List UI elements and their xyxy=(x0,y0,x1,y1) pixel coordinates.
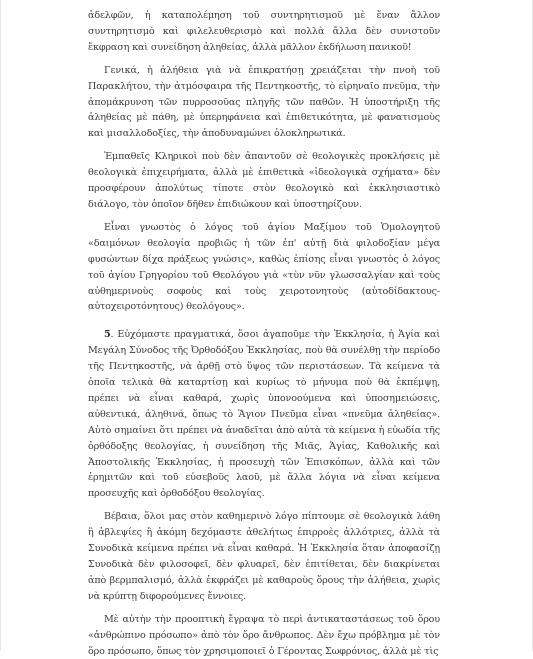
paragraph-5-text: . Εὐχόμαστε πραγματικά, ὅσοι ἀγαποῦμε τὴν Ἐκκλησία, ἡ Ἁγία καὶ Μεγάλη Σύνοδος τῆς Ὀρθοδόξου Ἐκκλησίας, ποὺ θὰ συνέλθῃ τὴν περίοδο τῆς Πεντηκοστῆς, νὰ ἀρθῇ στὸ ὕψος τῶν περιστάσεων. Τὰ κείμενα τὰ ὁποῖα τελικὰ θὰ καταρτίσῃ καὶ κυρίως τὸ μήνυμα ποὺ θὰ ἐκπέμψῃ, πρέπει νὰ εἶναι καθαρά, χωρὶς ὑπονοούμενα καὶ ὑποσημειώσεις, αὐθεντικά, ἀληθινά, ὅπως τὸ Ἅγιον Πνεῦμα εἶναι «πνεῦμα ἀληθείας». Αὐτὸ σημαίνει ὅτι πρέπει νὰ ἀναδεῖται ἀπὸ αὐτὰ τὰ κείμενα ἡ εὐωδία τῆς ὀρθόδοξης θεολογίας, ἡ συνείδηση τῆς Μιᾶς, Ἁγίας, Καθολικῆς καὶ Ἀποστολικῆς Ἐκκλησίας, ἡ προσευχὴ τῶν Ἐπισκόπων, ἀλλὰ καὶ τῶν ἐρημιτῶν καὶ τοῦ εὐσεβοῦς λαοῦ, μὲ ἄλλα λόγια νὰ εἶναι κείμενα προσευχῆς καὶ ὀρθοδόξου θεολογίας. xyxy=(88,329,440,500)
section-gap xyxy=(88,315,440,327)
document-body xyxy=(88,8,440,659)
paragraph-2: Γενικά, ἡ ἀλήθεια γιὰ νὰ ἐπικρατήσῃ χρειάζεται τὴν πνοὴ τοῦ Παρακλήτου, τὴν ἀτμόσφαιρα τῆς Πεντηκοστῆς, τὸ εἰρηναῖο πνεῦμα, τὴν ἀπομάκρυνση τῶν πυρροσοῦας πληγῆς τῶν παθῶν. Ἡ ὑποστήριξη τῆς ἀληθείας μὲ πάθη, μὲ ὑπερηφάνεια καὶ ἐπιθετικότητα, μὲ φανατισμοὺς καὶ μισαλλοδοξίες, τὴν ἀποδυναμώνει ὁλοκληρωτικά. xyxy=(88,64,440,140)
paragraph-6: Βέβαια, ὅλοι μας στὸν καθημερινὸ λόγο πίπτουμε σὲ θεολογικὰ λάθη ἢ ἀβλεψίες ἢ ἀκόμη δεχόμαστε ἀθελήτως ἐπιρροὲς ἀλλότριες, ἀλλὰ τὰ Συνοδικὰ κείμενα πρέπει νὰ εἶναι καθαρά. Ἡ Ἐκκλησία ὅταν ἀποφασίζῃ Συνοδικὰ δὲν φιλοσοφεῖ, δὲν φλυαρεῖ, δὲν ἐπιτίθεται, δὲν διακρίνεται ἀπὸ βερμπαλισμό, ἀλλὰ ἐκφράζει μὲ καθαροὺς ὅρους τὴν ἀλήθεια, χωρὶς νὰ κρύπτῃ διφορούμενες ἔννοιες. xyxy=(88,511,440,602)
paragraph-gap xyxy=(88,142,440,149)
paragraph-gap xyxy=(88,605,440,612)
paragraph-gap xyxy=(88,502,440,509)
paragraph-4: Εἶναι γνωστὸς ὁ λόγος τοῦ ἁγίου Μαξίμου τοῦ Ὁμολογητοῦ «δαιμόνων θεολογία προβιῶς ἡ τῶν ἐπ' αὐτῇ διὰ φιλοδοξίαν μέγα φυσώντων δίχα πράξεως γνώσις», καθὼς ἐπίσης εἶναι γνωστὸς ὁ λόγος τοῦ ἁγίου Γρηγορίου τοῦ Θεολόγου γιὰ «τὺν νῦν γλωσσαλγίαν καὶ τοὺς αὐθημερινοὺς σοφοὺς καὶ τοὺς χειροτονητοὺς (αὐτοδίδακτους-αὐτοχειροτόνητους) θεολόγους». xyxy=(88,221,440,313)
paragraph-1: ἀδελφῶν, ἡ καταπολέμηση τοῦ συντηρητισμοῦ μὲ ἕναν ἄλλον συντηρητισμὸ καὶ φιλελευθερισμὸ καὶ πολλὰ ἄλλα δὲν συνιστοῦν ἔκφραση καὶ συνείδηση ἀληθείας, ἀλλὰ μᾶλλον ἐκδήλωση πανικοῦ! xyxy=(88,10,440,53)
section-number: 5 xyxy=(104,329,111,341)
paragraph-3: Ἐμπαθεῖς Κληρικοὶ ποὺ δὲν ἀπαντοῦν σὲ θεολογικὲς προκλήσεις μὲ θεολογικὰ ἐπιχειρήματα, ἀλλὰ μὲ ἐπιθετικὰ «ἰδεολογικὰ σχήματα» δὲν προσφέρουν ἀπολύτως τίποτε στὸν θεολογικὸ καὶ ἐκκλησιαστικὸ διάλογο, τὸν ὁποῖον δῆθεν ἐπιδιώκουν καὶ ὑποστηρίζουν. xyxy=(88,151,440,210)
paragraph-7: Μὲ αὐτὴν τὴν προοπτικὴ ἔγραψα τὸ περὶ ἀντικαταστάσεως τοῦ ὅρου «ἀνθρώπινο πρόσωπο» ἀπὸ τὸν ὅρο ἄνθρωπος. Δὲν ἔχω πρόβλημα μὲ τὸν ὅρο πρόσωπο, ὅπως τὸν χρησιμοποιεῖ ὁ Γέροντας Σωφρόνιος, ἀλλὰ μὲ τὶς xyxy=(88,613,440,657)
paragraph-gap xyxy=(88,56,440,63)
paragraph-gap xyxy=(88,213,440,220)
paragraph-5 xyxy=(88,327,440,502)
